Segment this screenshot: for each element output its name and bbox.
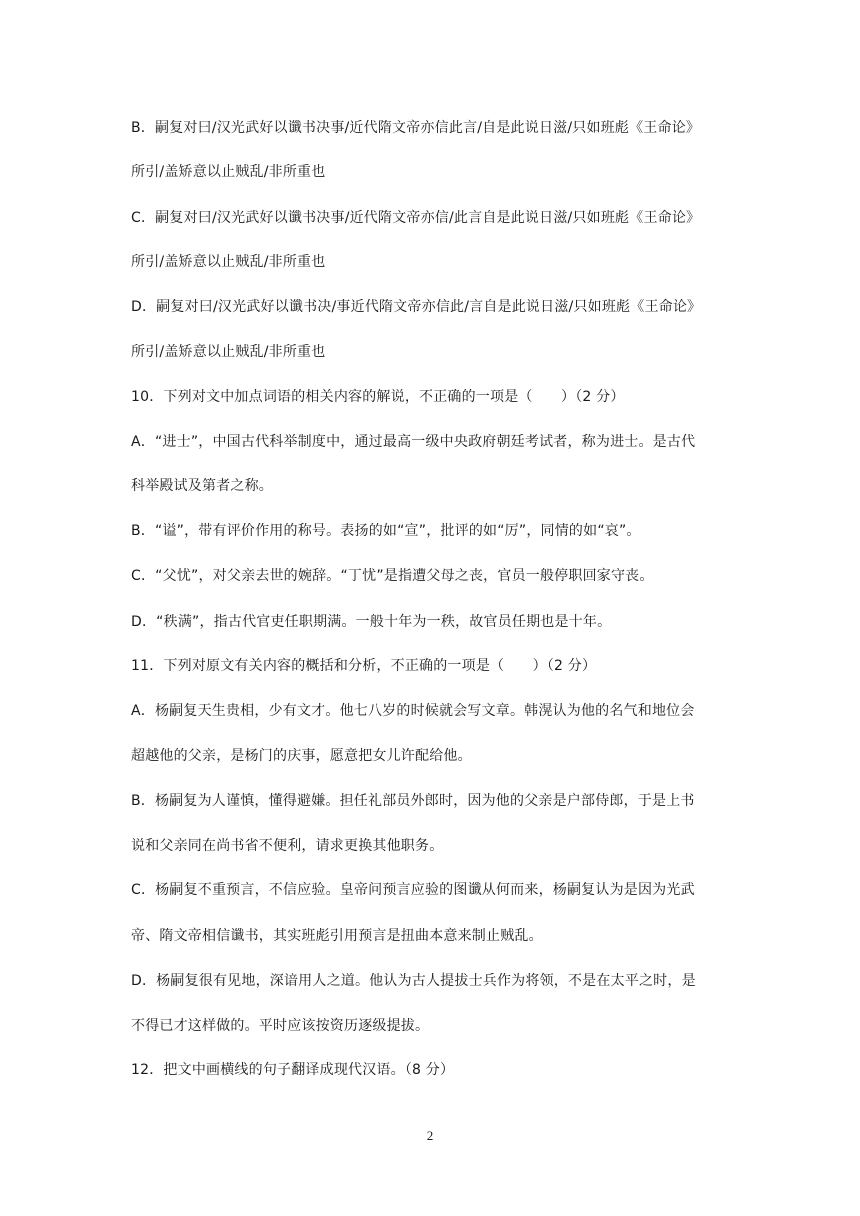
question-11-option-a-line-1: A．杨嗣复天生贵相，少有文才。他七八岁的时候就会写文章。韩滉认为他的名气和地位会 xyxy=(131,703,695,719)
option-c-line-2: 所引/盖矫意以止贼乱/非所重也 xyxy=(131,254,326,270)
question-11-option-b-line-1: B．杨嗣复为人谨慎，懂得避嫌。担任礼部员外郎时，因为他的父亲是户部侍郎，于是上书 xyxy=(131,793,695,809)
question-11-option-c-line-2: 帝、隋文帝相信谶书，其实班彪引用预言是扭曲本意来制止贼乱。 xyxy=(131,928,543,944)
option-d-line-1: D．嗣复对曰/汉光武好以谶书决/事近代隋文帝亦信此/言自是此说日滋/只如班彪《王命论》 xyxy=(131,299,702,315)
question-11-option-a-line-2: 超越他的父亲，是杨门的庆事，愿意把女儿许配给他。 xyxy=(131,748,472,764)
option-b-line-2: 所引/盖矫意以止贼乱/非所重也 xyxy=(131,164,326,180)
question-10-stem: 10．下列对文中加点词语的相关内容的解说，不正确的一项是（ ）（2 分） xyxy=(131,389,625,405)
question-10-option-d: D．“秩满”，指古代官吏任职期满。一般十年为一秩，故官员任期也是十年。 xyxy=(131,614,612,630)
question-10-option-c: C．“父忧”，对父亲去世的婉辞。“丁忧”是指遭父母之丧，官员一般停职回家守丧。 xyxy=(131,568,654,584)
question-10-option-b: B．“谥”，带有评价作用的称号。表扬的如“宣”，批评的如“厉”，同情的如“哀”。 xyxy=(131,523,641,539)
page-number: 2 xyxy=(426,1128,434,1143)
question-11-option-b-line-2: 说和父亲同在尚书省不便利，请求更换其他职务。 xyxy=(131,838,444,854)
option-c-line-1: C．嗣复对曰/汉光武好以谶书决事/近代隋文帝亦信/此言自是此说日滋/只如班彪《王命论》 xyxy=(131,210,701,226)
question-12-stem: 12．把文中画横线的句子翻译成现代汉语。（8 分） xyxy=(131,1062,455,1078)
question-11-stem: 11．下列对原文有关内容的概括和分析，不正确的一项是（ ）（2 分） xyxy=(131,658,597,674)
question-10-option-a-line-1: A．“进士”，中国古代科举制度中，通过最高一级中央政府朝廷考试者，称为进士。是古代 xyxy=(131,434,696,450)
question-11-option-c-line-1: C．杨嗣复不重预言，不信应验。皇帝问预言应验的图谶从何而来，杨嗣复认为是因为光武 xyxy=(131,882,695,898)
option-d-line-2: 所引/盖矫意以止贼乱/非所重也 xyxy=(131,344,326,360)
question-10-option-a-line-2: 科举殿试及第者之称。 xyxy=(131,478,273,494)
option-b-line-1: B．嗣复对曰/汉光武好以谶书决事/近代隋文帝亦信此言/自是此说日滋/只如班彪《王命论》 xyxy=(131,120,701,136)
question-11-option-d-line-2: 不得已才这样做的。平时应该按资历逐级提拔。 xyxy=(131,1018,430,1034)
question-11-option-d-line-1: D．杨嗣复很有见地，深谙用人之道。他认为古人提拔士兵作为将领，不是在太平之时，是 xyxy=(131,973,696,989)
